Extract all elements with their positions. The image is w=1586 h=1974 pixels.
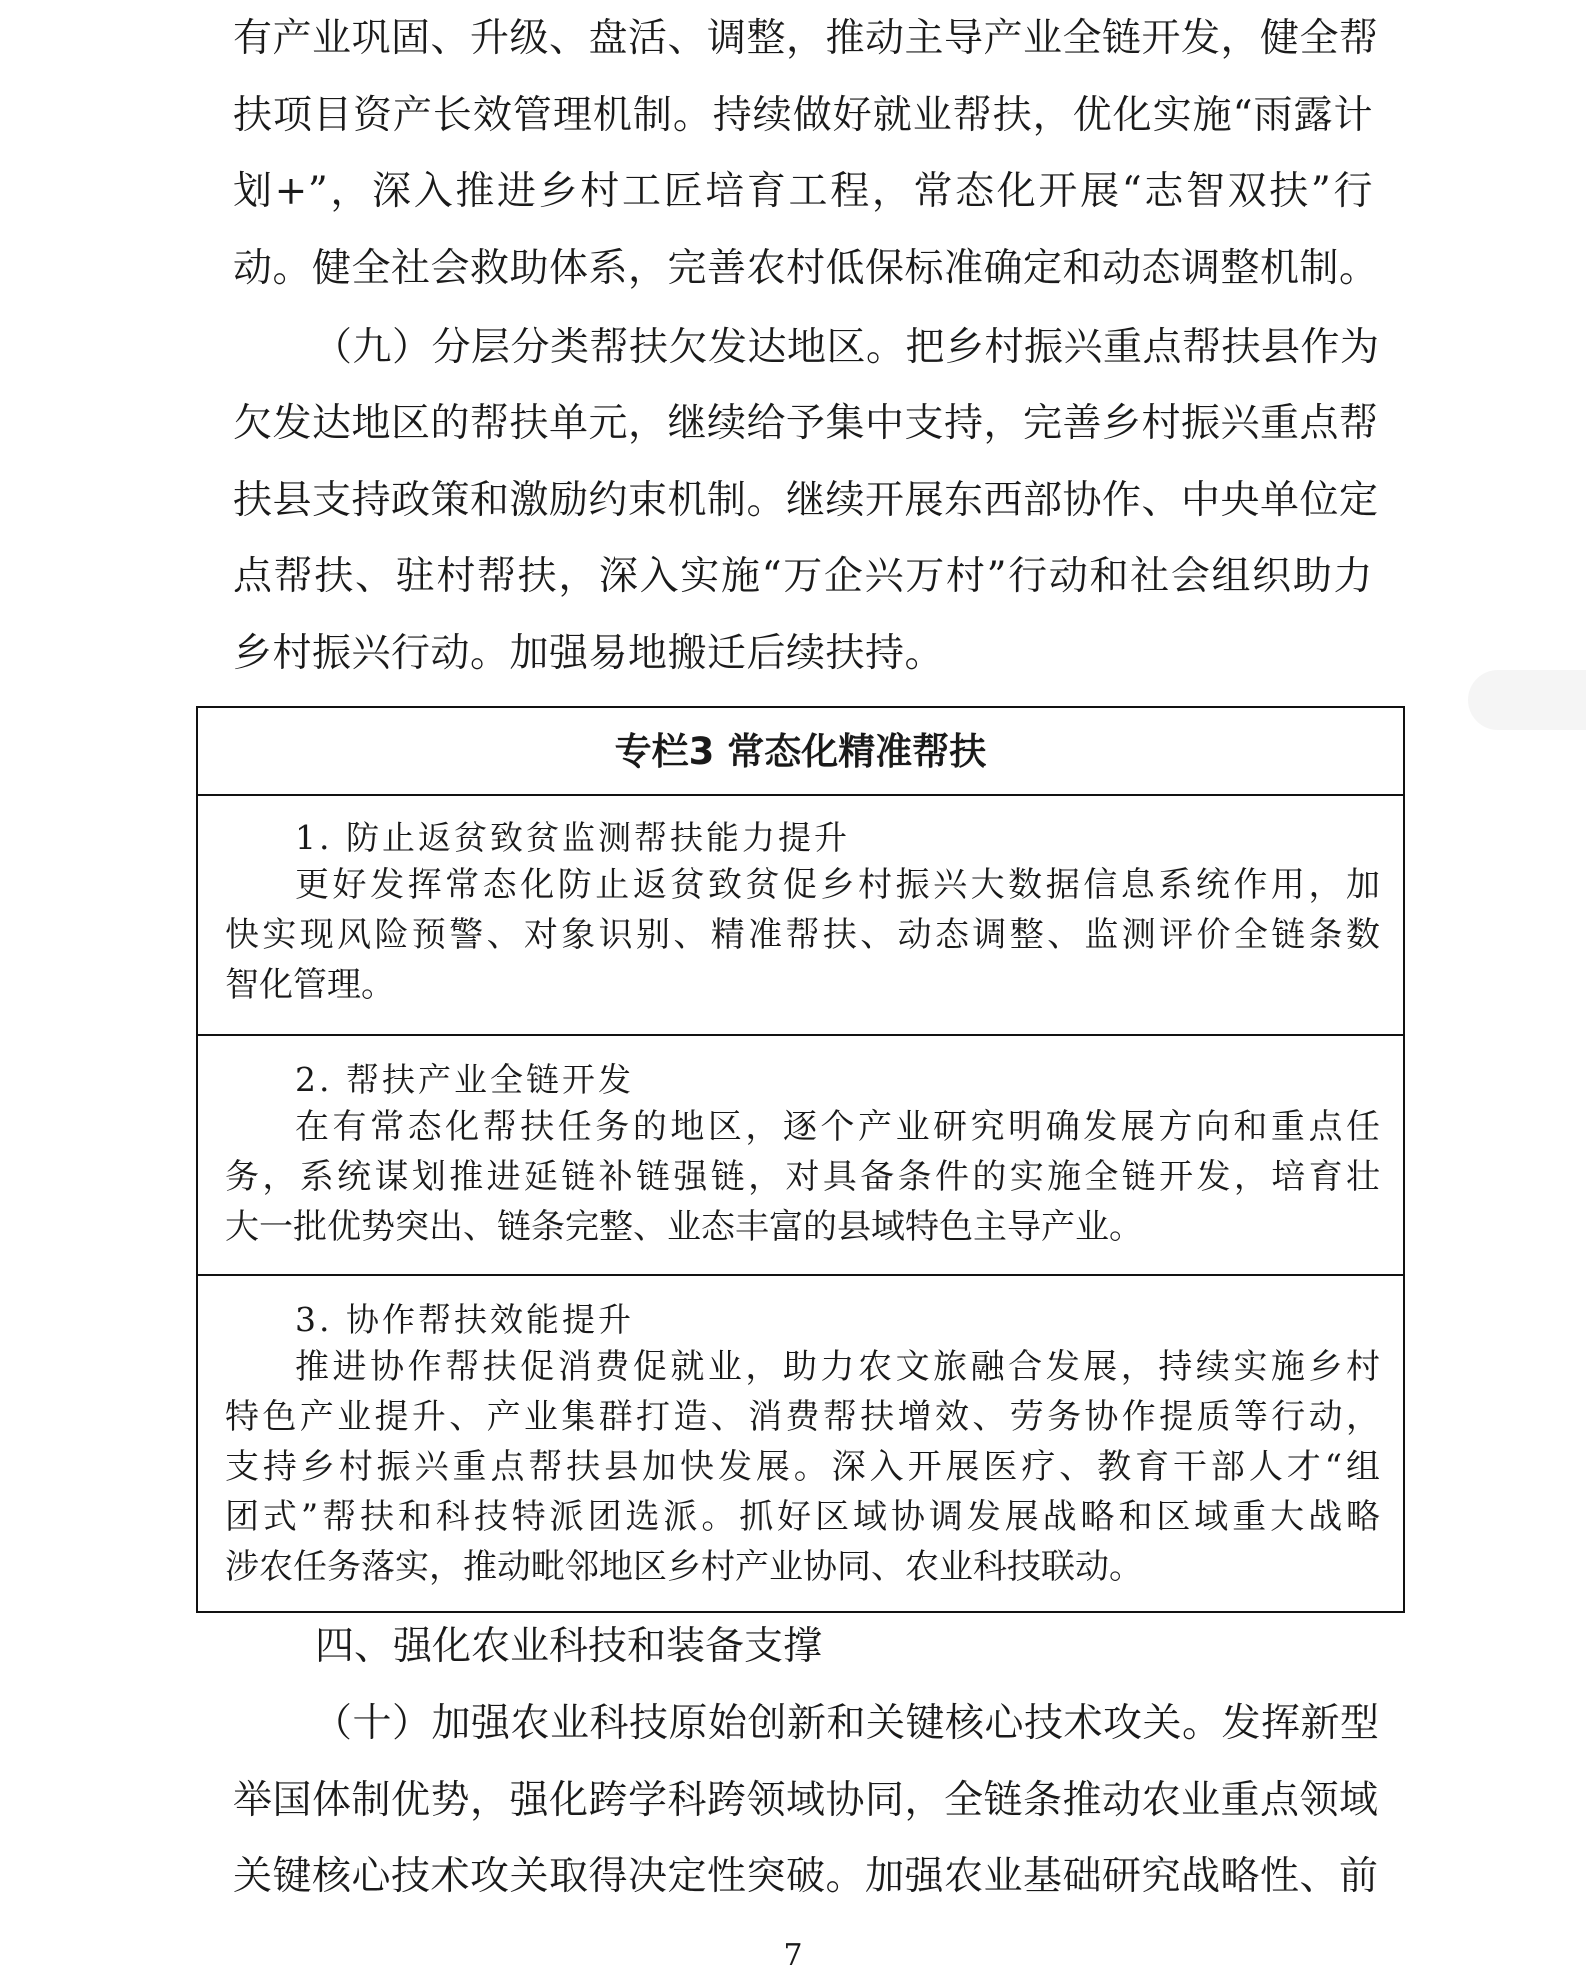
box-section-2-line-2: 务，系统谋划推进延链补链强链，对具备条件的实施全链开发，培育壮 (225, 1157, 1380, 1197)
box-title: 专栏3 常态化精准帮扶 (198, 708, 1403, 796)
section-nine-line-4: 点帮扶、驻村帮扶，深入实施“万企兴万村”行动和社会组织助力 (233, 554, 1373, 599)
section-nine-line-2: 欠发达地区的帮扶单元，继续给予集中支持，完善乡村振兴重点帮 (233, 401, 1379, 446)
box-section-1-title: 1. 防止返贫致贫监测帮扶能力提升 (295, 818, 850, 857)
section-nine-line-3: 扶县支持政策和激励约束机制。继续开展东西部协作、中央单位定 (233, 478, 1379, 523)
intro-line-4: 动。健全社会救助体系，完善农村低保标准确定和动态调整机制。 (233, 246, 1379, 291)
box-section-2-line-1: 在有常态化帮扶任务的地区，逐个产业研究明确发展方向和重点任 (295, 1107, 1380, 1147)
box-section-1-line-1: 更好发挥常态化防止返贫致贫促乡村振兴大数据信息系统作用，加 (295, 865, 1380, 905)
section-nine-line-1: （九）分层分类帮扶欠发达地区。把乡村振兴重点帮扶县作为 (313, 325, 1380, 370)
box-section-2 (198, 1036, 1403, 1276)
edge-scroll-handle (1468, 670, 1586, 730)
box-section-1-line-2: 快实现风险预警、对象识别、精准帮扶、动态调整、监测评价全链条数 (225, 915, 1380, 955)
page-number: 7 (783, 1938, 803, 1973)
box-section-3-line-5: 涉农任务落实，推动毗邻地区乡村产业协同、农业科技联动。 (225, 1547, 1143, 1587)
section-ten-line-3: 关键核心技术攻关取得决定性突破。加强农业基础研究战略性、前 (233, 1854, 1379, 1899)
box-section-1-line-3: 智化管理。 (225, 965, 395, 1005)
chapter-heading: 四、强化农业科技和装备支撑 (315, 1624, 823, 1669)
box-section-3-line-2: 特色产业提升、产业集群打造、消费帮扶增效、劳务协作提质等行动， (225, 1397, 1380, 1437)
special-column-box (196, 706, 1405, 1613)
box-section-3-line-4: 团式”帮扶和科技特派团选派。抓好区域协调发展战略和区域重大战略 (225, 1497, 1380, 1537)
box-section-1 (198, 796, 1403, 1036)
box-section-3 (198, 1276, 1403, 1611)
intro-line-2: 扶项目资产长效管理机制。持续做好就业帮扶，优化实施“雨露计 (233, 93, 1373, 138)
box-section-3-line-1: 推进协作帮扶促消费促就业，助力农文旅融合发展，持续实施乡村 (295, 1347, 1380, 1387)
box-section-2-title: 2. 帮扶产业全链开发 (295, 1060, 634, 1099)
intro-line-1: 有产业巩固、升级、盘活、调整，推动主导产业全链开发，健全帮 (233, 16, 1379, 61)
intro-line-3: 划+”，深入推进乡村工匠培育工程，常态化开展“志智双扶”行 (233, 169, 1373, 214)
box-section-3-line-3: 支持乡村振兴重点帮扶县加快发展。深入开展医疗、教育干部人才“组 (225, 1447, 1380, 1487)
section-ten-line-1: （十）加强农业科技原始创新和关键核心技术攻关。发挥新型 (313, 1701, 1380, 1746)
box-section-2-line-3: 大一批优势突出、链条完整、业态丰富的县域特色主导产业。 (225, 1207, 1143, 1247)
section-ten-line-2: 举国体制优势，强化跨学科跨领域协同，全链条推动农业重点领域 (233, 1778, 1379, 1823)
section-nine-line-5: 乡村振兴行动。加强易地搬迁后续扶持。 (233, 631, 945, 676)
box-section-3-title: 3. 协作帮扶效能提升 (295, 1300, 634, 1339)
